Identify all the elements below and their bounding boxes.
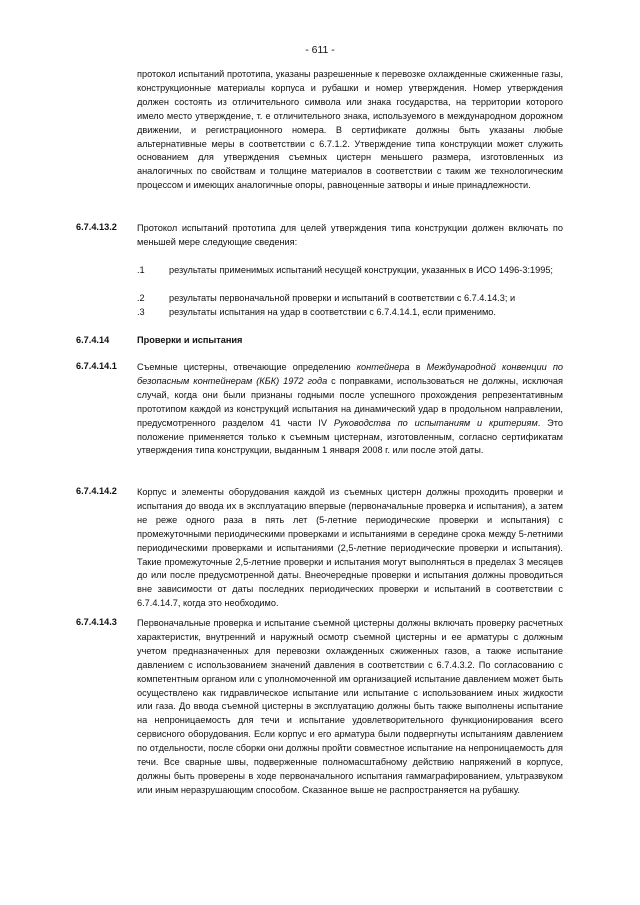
list-item [137, 292, 563, 306]
italic-term: Руководства по испытаниям и критериям [333, 417, 538, 428]
text-run: Съемные цистерны, отвечающие определению [137, 362, 357, 372]
section-text-6-7-4-13-2: Протокол испытаний прототипа для целей утверждения типа конструкции должен включать по меньшей мере следующие сведения: [137, 223, 563, 247]
list-item-text: результаты первоначальной проверки и испытаний в соответствии с 6.7.4.14.3; и [169, 293, 516, 303]
text-run: в [409, 362, 427, 372]
list-item [137, 306, 563, 320]
italic-term: контейнера [356, 362, 410, 372]
page-number: - 611 - [305, 44, 335, 56]
section-number-6-7-4-14-2: 6.7.4.14.2 [76, 486, 117, 496]
italic-term: Международной конвенции по безопасным контейнерам (КБК) 1972 года [137, 362, 563, 386]
section-number-6-7-4-14: 6.7.4.14 [76, 335, 110, 345]
section-text-6-7-4-14-2: Корпус и элементы оборудования каждой из съемных цистерн должны проходить проверки и испытания до ввода их в эксплуатацию впервые (первоначальные проверка и испытания), а затем не реже одного раза в пять лет (5-летние периодические проверки и испытания) с промежуточными периодическими проверками и испытаниями в середине срока между 5-летними периодическими проверками и испытаниями (2,5-летние периодические проверки и испытания). Такие промежуточные 2,5-летние проверки и испытания могут выполняться в пределах 3 месяцев до или после предусмотренной даты. Внеочередные проверки и испытания должны проводиться вне зависимости от даты последних периодических проверки и испытаний в соответствии с 6.7.4.14.7, когда это необходимо. [137, 487, 563, 609]
text-run: с поправками, использоваться не должны, исключая случай, когда они были признаны годными после успешного прохождения репрезентативным прототипом каждой из конструкций испытания на динамический удар в продольном направлении, предусмотренного разделом 41 части IV [137, 375, 564, 428]
intro-paragraph: протокол испытаний прототипа, указаны разрешенные к перевозке охлажденные сжиженные газы, конструкционные материалы корпуса и рубашки и номер утверждения. Номер утверждения должен состоять из отличительного символа или знака государства, на территории которого имело место утверждение, т. е отличительного знака, используемого в международном дорожном движении, и регистрационного номера. В сертификате должны быть указаны любые альтернативные меры в соответствии с 6.7.1.2. Утверждение типа конструкции может служить основанием для утверждения съемных цистерн меньшего размера, изготовленных из аналогичных по свойствам и толщине материалов в соответствии с таким же технологическим процессом и имеющих аналогичные опоры, равноценные затворы и иные принадлежности. [137, 69, 563, 191]
list-item [137, 264, 563, 292]
section-number-6-7-4-14-3: 6.7.4.14.3 [76, 617, 117, 627]
section-number-6-7-4-14-1: 6.7.4.14.1 [76, 361, 117, 371]
section-number-6-7-4-13-2: 6.7.4.13.2 [76, 222, 117, 232]
list-item-number: .2 [137, 293, 145, 303]
list-item-text: результаты применимых испытаний несущей конструкции, указанных в ИСО 1496-3:1995; [169, 265, 553, 275]
list-item-text: результаты испытания на удар в соответствии с 6.7.4.14.1, если применимо. [169, 307, 496, 317]
text-run: . Это положение применяется только к съемным цистернам, изготовленным, согласно сертификатам утверждения типа конструкции, выданным 1 января 2008 г. или после этой даты. [137, 417, 563, 456]
section-text-6-7-4-14-1 [137, 361, 563, 458]
list-item-number: .1 [137, 265, 145, 275]
section-text-6-7-4-14-3: Первоначальные проверка и испытание съемной цистерны должны включать проверку расчетных характеристик, внутренний и наружный осмотр съемной цистерны и ее арматуры с должным учетом предназначенных для перевозки охлажденных сжиженных газов, а также испытание давлением с использованием значений давления в соответствии с 6.7.4.3.2. По согласованию с компетентным органом или с уполномоченной им организацией испытание давлением может быть осуществлено как гидравлическое испытание или испытание с использованием иных жидкости или газа. До ввода съемной цистерны в эксплуатацию должны быть также выполнены испытание на непроницаемость для течи и испытание удовлетворительного функционирования всего сервисного оборудования. Если корпус и его арматура были подвергнуты испытаниям давлением по отдельности, после сборки они должны пройти совместное испытание на непроницаемость для течи. Все сварные швы, подверженные полномасштабному действию напряжений в корпусе, должны быть проверены в ходе первоначального испытания гаммаграфированием, ультразвуком или иным неразрушающим способом. Сказанное выше не распространяется на рубашку. [137, 618, 563, 795]
list-item-number: .3 [137, 307, 145, 317]
section-heading: Проверки и испытания [137, 335, 243, 345]
